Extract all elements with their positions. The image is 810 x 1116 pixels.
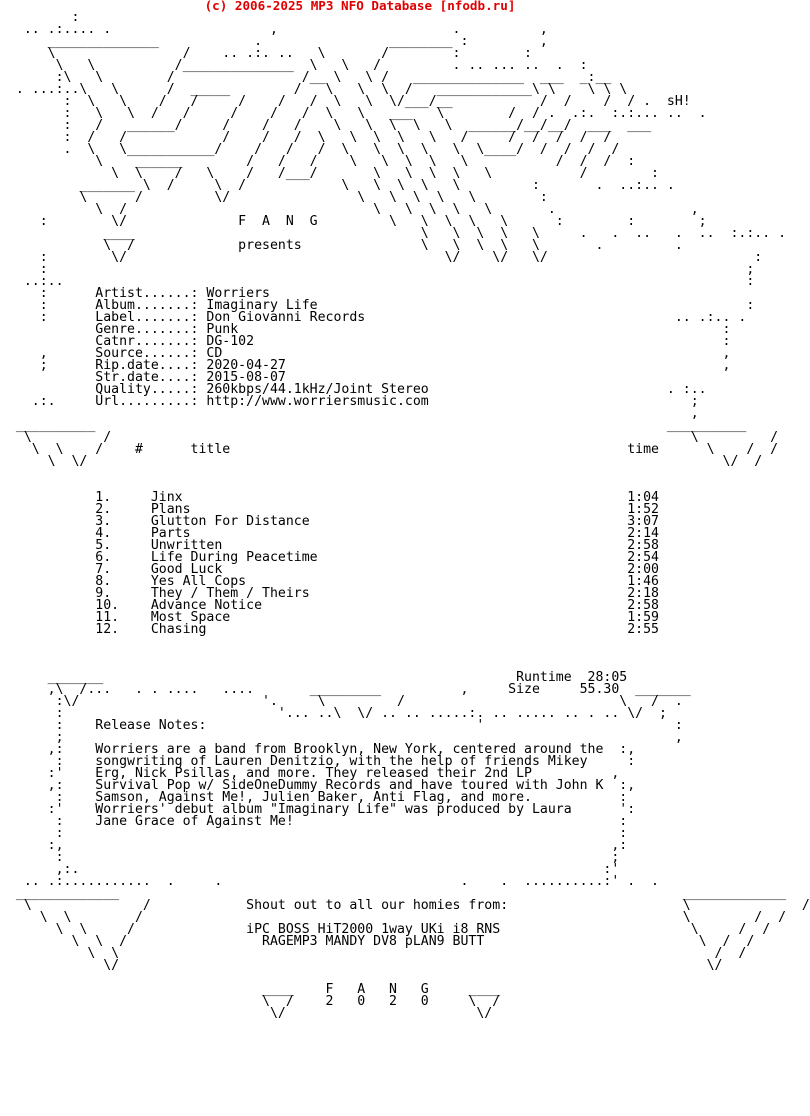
- nfo-line: 11. Most Space 1:59: [0, 610, 659, 625]
- nfo-line: ,\ /... . . .... .... _________ , Size 55.30 _______: [0, 682, 691, 697]
- nfo-line: : :: [0, 826, 628, 841]
- nfo-line: 4. Parts 2:14: [0, 526, 659, 541]
- nfo-line: _______ Runtime 28:05: [0, 670, 628, 685]
- nfo-line: ____ F A N G ____: [0, 982, 501, 997]
- nfo-line: _____________ _____________: [0, 886, 787, 901]
- nfo-line: : \/ \/ \/ \/ :: [0, 250, 763, 265]
- nfo-line: : ;: [0, 262, 755, 277]
- nfo-line: \ \ / \ / /: [0, 910, 787, 925]
- nfo-line: : Samson, Against Me!, Julien Baker, Anti Flag, and more. :: [0, 790, 628, 805]
- nfo-line: ; ,: [0, 730, 683, 745]
- nfo-line: 3. Glutton For Distance 3:07: [0, 514, 659, 529]
- nfo-line: : \ \ / / / / / \ \ ___ \ / / . .:. :.:... .. .: [0, 106, 707, 121]
- nfo-line: , Source......: CD ,: [0, 346, 731, 361]
- nfo-line: : '... ..\ \/ .. .. .....:. .. ..... .. . .. \/ ;: [0, 706, 667, 721]
- nfo-line: : \/ F A N G \ \ \ \ \ : : ;: [0, 214, 707, 229]
- nfo-line: :\ \ / /__ \ \ / ______________ ___ _:__: [0, 70, 612, 85]
- nfo-line: : / ______/ / / / \ \ \ \ \ ______/__/__/ ___ ___: [0, 118, 652, 133]
- nfo-line: : Jane Grace of Against Me! :: [0, 814, 628, 829]
- nfo-line: \ / presents \ \ \ \ \ . .: [0, 238, 683, 253]
- nfo-line: ..:.. :: [0, 274, 755, 289]
- nfo-line: \ / \ /: [0, 430, 779, 445]
- nfo-line: _______ \ / \ / \ \ \ \ \ : . ..:.. .: [0, 178, 675, 193]
- nfo-line: Catnr.......: DG-102 :: [0, 334, 731, 349]
- nfo-line: : Release Notes: ' :: [0, 718, 683, 733]
- nfo-line: 6. Life During Peacetime 2:54: [0, 550, 659, 565]
- nfo-line: \ \ /______________ \ \ / . .. ... .. . :: [0, 58, 588, 73]
- nfo-line: : Artist......: Worriers: [0, 286, 270, 301]
- nfo-line: 9. They / Them / Theirs 2:18: [0, 586, 659, 601]
- nfo-line: :' Erg, Nick Psillas, and more. They released their 2nd LP ,: [0, 766, 620, 781]
- nfo-line: ; Rip.date....: 2020-04-27 ,: [0, 358, 731, 373]
- nfo-line: ,: Worriers are a band from Brooklyn, New York, centered around the :,: [0, 742, 636, 757]
- nfo-line: \ \ / # title time \ / /: [0, 442, 779, 457]
- nfo-line: 5. Unwritten 2:58: [0, 538, 659, 553]
- nfo-line: \ \ / RAGEMP3 MANDY DV8 pLAN9 BUTT \ / /: [0, 934, 755, 949]
- nfo-line: : ;: [0, 850, 620, 865]
- nfo-line: .. .:.... . , . ,: [0, 22, 548, 37]
- nfo-line: :\/ '. \ / \ / .: [0, 694, 683, 709]
- nfo-line: .:. Url.........: http://www.worriersmusic.com ;: [0, 394, 699, 409]
- nfo-line: :' Worriers' debut album "Imaginary Life" was produced by Laura ':: [0, 802, 636, 817]
- nfo-line: 7. Good Luck 2:00: [0, 562, 659, 577]
- nfo-line: \ \/ \/ /: [0, 454, 763, 469]
- nfo-line: : songwriting of Lauren Denitzio, with the help of friends Mikey :: [0, 754, 636, 769]
- nfo-line: \ ______ / / / \ \ \ \ \ / / / :: [0, 154, 636, 169]
- nfo-line: \ / \/ \ \ \ \ \ :: [0, 190, 548, 205]
- nfo-line: ______________ . ________ : ,: [0, 34, 548, 49]
- nfo-line: : Album.......: Imaginary Life :: [0, 298, 755, 313]
- nfo-line: ,:. :': [0, 862, 620, 877]
- nfo-line: :, ,:: [0, 838, 628, 853]
- nfo-line: \ / Shout out to all our homies from: \ /: [0, 898, 810, 913]
- nfo-line: Genre.......: Punk :: [0, 322, 731, 337]
- nfo-line: . ...:..\ \ / _____ / \ \ \ / ____________\ \ \ \ \: [0, 82, 628, 97]
- copyright-header: (c) 2006-2025 MP3 NFO Database [nfodb.ru]: [204, 0, 516, 13]
- nfo-line: ,: Survival Pop w/ SideOneDummy Records and have toured with John K :,: [0, 778, 636, 793]
- nfo-line: \/ \/: [0, 958, 723, 973]
- nfo-line: ____ \ \ \ \ \ . . .. . .. :.:.. .: [0, 226, 787, 241]
- nfo-line: 8. Yes All Cops 1:46: [0, 574, 659, 589]
- nfo-line: \ / .. .:. .. \ / : :: [0, 46, 532, 61]
- nfo-line: ,: [0, 406, 699, 421]
- nfo-line: Str.date....: 2015-08-07: [0, 370, 286, 385]
- nfo-line: 1. Jinx 1:04: [0, 490, 659, 505]
- nfo-line: .. .:........... . . . . ..........:' . .: [0, 874, 659, 889]
- nfo-line: 12. Chasing 2:55: [0, 622, 659, 637]
- nfo-line: \ \ / \ / /___/ \ \ \ \ \ / :: [0, 166, 659, 181]
- nfo-line: 2. Plans 1:52: [0, 502, 659, 517]
- nfo-line: \ / 2 0 2 0 \ /: [0, 994, 501, 1009]
- nfo-line: :: [0, 10, 80, 25]
- nfo-line: 10. Advance Notice 2:58: [0, 598, 659, 613]
- nfo-line: : Label.......: Don Giovanni Records .. .:.. .: [0, 310, 747, 325]
- nfo-line: \/ \/: [0, 1006, 493, 1021]
- nfo-line: : / / / / / \ \ \ \ \ / / / / / /: [0, 130, 612, 145]
- nfo-line: __________ __________: [0, 418, 747, 433]
- nfo-line: . \ \___________/ / / / \ \ \ \ \ \____/ / / / /: [0, 142, 620, 157]
- nfo-line: : \ \ / / / / / \ \ \/___/__ / / / / . sH!: [0, 94, 691, 109]
- nfo-line: \ \ / iPC BOSS HiT2000 1way UKi i8 RNS \ / /: [0, 922, 771, 937]
- nfo-line: Quality.....: 260kbps/44.1kHz/Joint Stereo . :..: [0, 382, 707, 397]
- nfo-line: \ / \ \ \ \ \ . ,: [0, 202, 699, 217]
- nfo-line: \ \ / /: [0, 946, 747, 961]
- nfo-text: [0, 10, 810, 1021]
